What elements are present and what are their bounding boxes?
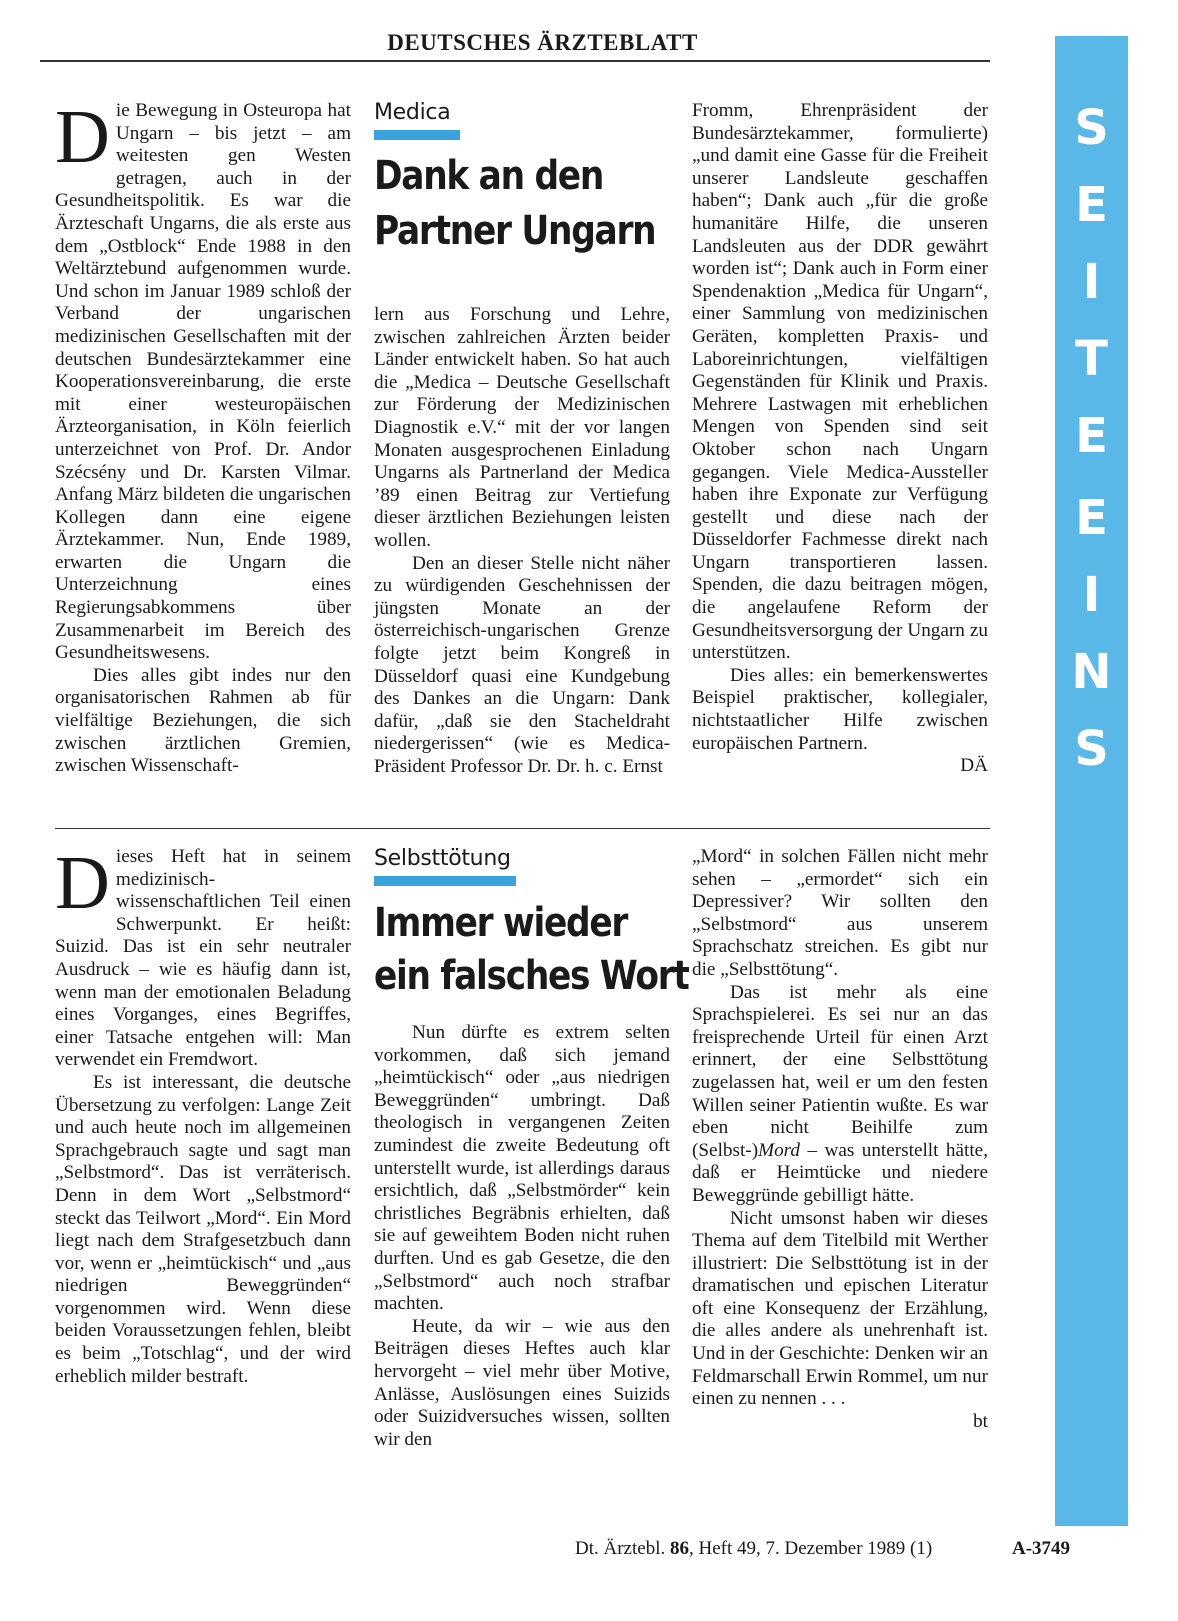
article1-paragraph: Dies alles gibt indes nur den organisatorischen Rahmen ab für vielfältige Beziehungen, die sich zwischen ärztlichen Gremien, zwischen Wissenschaft- [55,664,351,777]
article2-paragraph: „Mord“ in solchen Fällen nicht mehr sehen – „ermordet“ sich ein Depressiver? Wir sollten den „Selbstmord“ aus unserem Sprachschatz streichen. Es gibt nur die „Selbsttötung“. [692,846,988,980]
article1-kicker-bar [374,130,460,140]
article1-column-1 [55,95,351,778]
footer-issue-date: , Heft 49, 7. Dezember 1989 (1) [688,1538,933,1559]
sidebar-letter: N [1071,644,1112,700]
page-number-text: A-3749 [1012,1538,1071,1559]
article2-paragraph: Nicht umsonst haben wir dieses Thema auf dem Titelbild mit Werther illustriert: Die Selbsttötung ist in der dramatischen und epischen Literatur oft eine Konsequenz der Erzählung, die alles andere als unehrenhaft ist. Und in der Geschichte: Denken wir an Feldmarschall Erwin Rommel, um nur einen zu nennen . . . [692,1207,988,1410]
article2-text: – was unterstellt hätte, daß er Heimtücke und niedere Beweggründe gebilligt hätte. [692,1139,988,1206]
article1-paragraph: Fromm, Ehrenpräsident der Bundesärztekammer, formulierte) „und damit eine Gasse für die Freiheit unserer Landsleute geschaffen haben“; Dank auch „für die große humanitäre Hilfe, die unseren Landsleuten aus der DDR gewährt worden ist“; Dank auch in Form einer Spendenaktion „Medica für Ungarn“, einer Sammlung von medizinischen Geräten, kompletten Praxis- und Laboreinrichtungen, vielfältigen Gegenständen für Klinik und Praxis. Mehrere Lastwagen mit erheblichen Mengen von Spenden sind seit Oktober schon nach Ungarn gegangen. Viele Medica-Aussteller haben ihre Exponate zur Verfügung gestellt und diese nach der Düsseldorfer Fachmesse direkt nach Ungarn transportieren lassen. Spenden, die dazu beitragen mögen, die angelaufene Reform der Gesundheitsversorgung der Ungarn zu unterstützen. [692,100,988,664]
drop-cap: D [55,841,110,925]
article-divider [55,828,990,829]
article1-paragraph: Den an dieser Stelle nicht näher zu würdigenden Geschehnissen der jüngsten Monate an der österreichisch-ungarischen Grenze folgte jetzt beim Kongreß in Düsseldorf quasi eine Kundgebung des Dankes an die Ungarn: Dank dafür, „daß sie den Stacheldraht niedergerissen“ (wie es Medica-Präsident Professor Dr. Dr. h. c. Ernst [374,552,670,777]
article2-kicker-bar [374,876,516,886]
article2-kicker: Selbsttötung [374,846,511,871]
drop-cap: D [55,95,110,179]
article2-paragraph: Nun dürfte es extrem selten vorkommen, daß sich jemand „heimtückisch“ oder „aus niedrigen Beweggründen“ umbringt. Daß theologisch in vergangenen Zeiten zumindest die zweite Bedeutung oft unterstellt wurde, ist allerdings daraus ersichtlich, daß „Selbstmörder“ kein christliches Begräbnis erhielten, daß sie auf geweihtem Boden nicht ruhen durften. Und es gab Gesetze, die den „Selbstmord“ auch noch strafbar machten. [374,1022,670,1315]
article1-headline-line2: Partner Ungarn [374,208,656,254]
article2-column-3 [692,846,988,1433]
article1-paragraph: Dies alles: ein bemerkenswertes Beispiel praktischer, kollegialer, nichtstaatlicher Hilfe zwischen europäischen Partnern. [692,664,988,754]
article2-text: Das ist mehr als eine Sprachspielerei. Es sei nur an das freisprechende Urteil für einen Arzt erinnert, der eine Selbsttötung zugelassen hat, weil er um den festen Willen seiner Patientin wußte. Es war eben nicht Beihilfe zum (Selbst-) [692,981,988,1161]
footer-volume: 86 [669,1538,689,1559]
sidebar-letter: E [1075,408,1108,464]
sidebar-letter: T [1075,331,1108,387]
article1-signature: DÄ [960,755,988,777]
article2-paragraph: Es ist interessant, die deutsche Übersetzung zu verfolgen: Lange Zeit und auch heute noch im allgemeinen Sprachgebrauch sagte und sagt man „Selbstmord“. Das ist verräterisch. Denn in dem Wort „Selbstmord“ steckt das Teilwort „Mord“. Ein Mord liegt nach dem Strafgesetzbuch dann vor, wenn er „heimtückisch“ und „aus niedrigen Beweggründen“ vorgenommen wird. Wenn diese beiden Voraussetzungen fehlen, bleibt es beim „Totschlag“, und der wird erheblich milder bestraft. [55,1071,351,1387]
article2-paragraph [55,841,351,1072]
page-footer [575,1538,932,1560]
sidebar-letter: S [1074,721,1109,777]
article2-paragraph: Heute, da wir – wie aus den Beiträgen dieses Heftes auch klar hervorgeht – viel mehr über Motive, Anlässe, Auslösungen eines Suizids oder Suizidversuches wissen, sollten wir den [374,1315,670,1450]
article1-paragraph: lern aus Forschung und Lehre, zwischen zahlreichen Ärzten beider Länder entwickelt haben. So hat auch die „Medica – Deutsche Gesellschaft zur Förderung der Medizinischen Diagnostik e.V.“ mit der vor langen Monaten ausgesprochenen Einladung Ungarns als Partnerland der Medica ’89 einen Beitrag zur Vertiefung dieser ärztlichen Beziehungen leisten wollen. [374,304,670,551]
article1-column-3 [692,100,988,778]
article1-paragraph [55,95,351,665]
section-sidebar [1055,36,1128,1526]
article1-kicker: Medica [374,100,451,125]
masthead-rule [40,60,990,62]
page-number [1012,1538,1070,1560]
article2-text: ieses Heft hat in seinem medizinisch-wissenschaftlichen Teil einen Schwerpunkt. Er heißt: Suizid. Das ist ein sehr neutraler Ausdruck – wie es häufig dann ist, wenn man der emotionalen Beladung eines Vorganges, eines Begriffes, einer Tatsache entgehen will: Man verwendet ein Fremdwort. [55,846,351,1071]
sidebar-letter: E [1075,490,1108,546]
sidebar-letter: I [1082,567,1101,623]
article2-paragraph [692,982,988,1208]
masthead: DEUTSCHES ÄRZTEBLATT [387,30,698,55]
article2-signature: bt [973,1410,988,1432]
article2-column-1 [55,841,351,1388]
sidebar-letter: S [1074,100,1109,156]
article2-headline-line1: Immer wieder [374,900,628,946]
sidebar-letter: I [1082,254,1101,310]
article2-headline-line2: ein falsches Wort [374,953,689,999]
article2-italic-text: Mord [758,1139,801,1161]
article2-column-2 [374,1022,670,1451]
article1-text: ie Bewegung in Osteuropa hat Ungarn – bis jetzt – am weitesten gen Westen getragen, auch in der Gesundheitspolitik. Es war die Ärzteschaft Ungarns, die als erste aus dem „Ostblock“ Ende 1988 in den Weltärztebund aufgenommen wurde. Und schon im Januar 1989 schloß der Verband der ungarischen medizinischen Gesellschaften mit der deutschen Bundesärztekammer eine Kooperationsvereinbarung, die erste mit einer westeuropäischen Ärzteorganisation, in Köln feierlich unterzeichnet von Prof. Dr. Andor Szécsény und Dr. Karsten Vilmar. Anfang März bildeten die ungarischen Kollegen dann eine eigene Ärztekammer. Nun, Ende 1989, erwarten die Ungarn die Unterzeichnung eines Regierungsabkommens über Zusammenarbeit im Bereich des Gesundheitswesens. [55,100,351,664]
footer-journal: Dt. Ärztebl. [575,1538,666,1559]
sidebar-letter: E [1075,177,1108,233]
article1-headline-line1: Dank an den [374,153,604,199]
article1-column-2 [374,304,670,778]
